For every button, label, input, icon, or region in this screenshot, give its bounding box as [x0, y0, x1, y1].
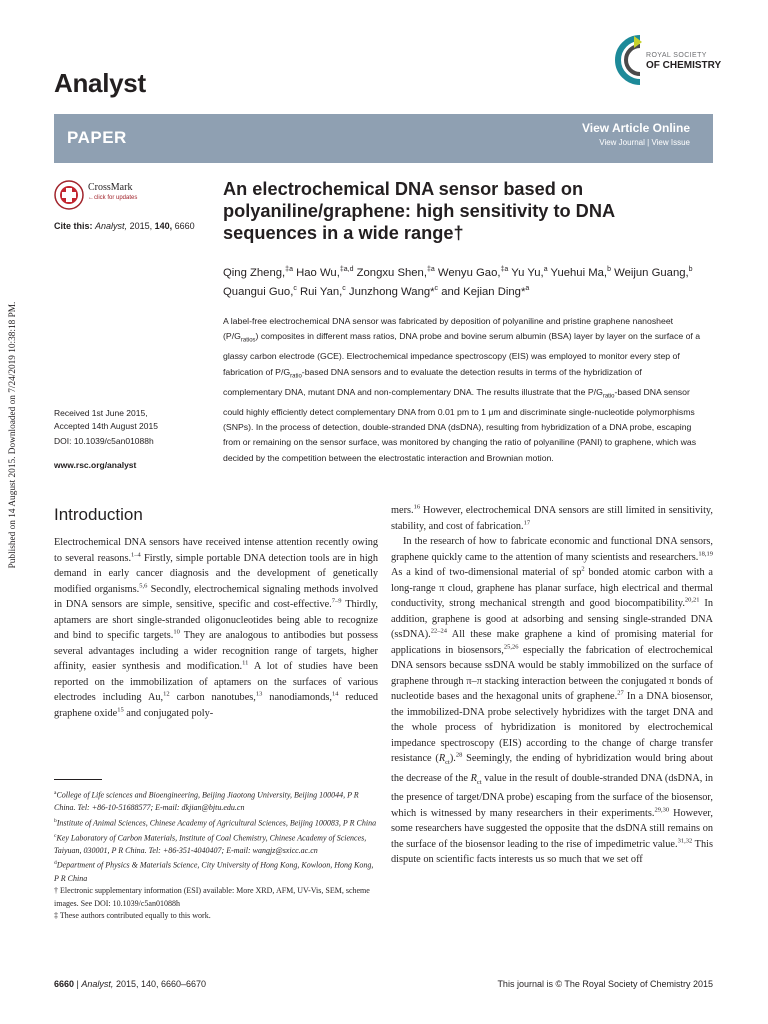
- cite-this: Cite this: Analyst, 2015, 140, 6660: [54, 221, 195, 231]
- author: Yu Yu,$^a$: [511, 266, 548, 279]
- citation-ref[interactable]: 29,30: [654, 806, 670, 814]
- citation-ref[interactable]: 18,19: [698, 550, 713, 558]
- rsc-line1: ROYAL SOCIETY: [646, 52, 707, 59]
- download-stamp: Published on 14 August 2015. Downloaded on 7/24/2019 10:38:18 PM.: [8, 301, 18, 569]
- body-column-right: [391, 503, 713, 868]
- link-separator: |: [647, 138, 650, 147]
- page-footer-right: This journal is © The Royal Society of Chemistry 2015: [497, 979, 713, 989]
- article-title: An electrochemical DNA sensor based on polyaniline/graphene: high sensitivity to DNA sequences in a wide range†: [223, 179, 615, 243]
- crossmark-icon: [54, 180, 84, 210]
- citation-ref[interactable]: 11: [242, 659, 249, 667]
- citation-ref[interactable]: 14: [331, 690, 339, 698]
- article-type-band: [54, 114, 713, 163]
- rsc-line2: OF CHEMISTRY: [646, 60, 722, 71]
- author: Hao Wu,$^{\ddagger a,d}$: [296, 266, 354, 279]
- article-history: [54, 407, 158, 471]
- rsc-logo[interactable]: [612, 32, 722, 88]
- citation-ref[interactable]: 12: [163, 690, 170, 698]
- paragraph: Electrochemical DNA sensors have received intense attention recently owing to several reasons.$^{1-4}$ Firstly, simple portable DNA detection tools are in high demand in early cancer diagnosis and the development of genetically modified organisms.$^{5,6}$ Secondly, electrochemical signaling methods involved in DNA sensors are simple, sensitive, specific and cost-effective.$^{7-9}$ Thirdly, aptamers are short single-stranded oligonucleotides being able to recognize and bind to specific targets.$^{10}$ They are analogous to antibodies but possess several advantages including a wider recognition range of targets, higher affinity, easier synthesis and modification.$^{11}$ A lot of studies have been reported on the immobilization of aptamers on the surfaces of various electrodes including Au,$^{12}$ carbon nanotubes,$^{13}$ nanodiamonds,$^{14}$ reduced graphene oxide$^{15}$ and conjugated poly-: [54, 537, 379, 719]
- footnote: $^c$Key Laboratory of Carbon Materials, Institute of Coal Chemistry, Chinese Academy of Sciences, Taiyuan, 030001, P R China. Tel: +86-351-4040407; E-mail: wangjz@sxicc.ac.cn: [54, 832, 367, 855]
- view-journal-link[interactable]: View Journal: [599, 138, 645, 147]
- paragraph: mers.$^{16}$ However, electrochemical DNA sensors are still limited in sensitivity, stability, and cost of fabrication.$^{17}$: [391, 503, 713, 532]
- author: Qing Zheng,$^{\ddagger a}$: [223, 266, 293, 279]
- citation-ref[interactable]: 27: [617, 689, 624, 697]
- view-article-online-link[interactable]: View Article Online: [581, 121, 690, 135]
- citation-ref[interactable]: 2: [581, 565, 585, 573]
- citation-ref[interactable]: 13: [255, 690, 263, 698]
- citation-ref[interactable]: 7–9: [331, 597, 342, 605]
- citation-ref[interactable]: 31,32: [677, 837, 693, 845]
- paragraph: In the research of how to fabricate economic and functional DNA sensors, graphene quickly came to the attention of many scientists and researchers.$^{18,19}$ As a kind of two-dimensional material of $sp^2$ bonded atomic carbon with a long-range π cloud, graphene has planar surface, high electrical and thermal conductivity, strong mechanical strength and good biocompatibility.$^{20,21}$ In addition, graphene is good at adsorbing and sensing single-stranded DNA (ssDNA).$^{22-24}$ All these make graphene a kind of promising material for applications in biosensors,$^{25,26}$ especially the fabrication of electrochemical DNA sensors because ssDNA would be stably immobilized on the surface of graphene through π–π stacking interaction between the conjugated π bonds of nucleotide bases and the hexagonal units of graphene.$^{27}$ In a DNA biosensor, the immobilized-DNA probe selectively hybridizes with the target DNA and the whole process of hybridization is monitored by electrochemical impedance spectroscopy (EIS) according to the change of charge transfer resistance $(R_{ct}).^{28}$ Seemingly, the ending of hybridization would bring about the decrease of the $R_{ct}$ value in the result of double-stranded DNA (dsDNA, in the presence of target/DNA probe) escaping from the surface of the biosensor, which is witnessed by many researchers in their experiments.$^{29,30}$ However, some researchers have suggested the opposite that the dsDNA still remains on the surface of the biosensor leading to the rise of impedimetric value.$^{31,32}$ This dispute on scientific facts interests us so much that we set off: [391, 536, 713, 866]
- journal-url[interactable]: www.rsc.org/analyst: [54, 459, 137, 470]
- author: Rui Yan,$^c$: [299, 284, 346, 298]
- received-date: Received 1st June 2015,: [54, 408, 148, 418]
- article-type-label: PAPER: [67, 128, 127, 147]
- citation-ref[interactable]: 15: [117, 706, 124, 714]
- citation-ref[interactable]: 22–24: [430, 627, 448, 635]
- crossmark-label: CrossMark: [88, 182, 133, 193]
- citation-ref[interactable]: 20,21: [684, 596, 700, 604]
- journal-links: [599, 138, 690, 147]
- citation-ref[interactable]: 10: [173, 628, 180, 636]
- citation-ref[interactable]: 28: [455, 751, 463, 759]
- view-issue-link[interactable]: View Issue: [651, 138, 690, 147]
- footnote: † Electronic supplementary information (ESI) available: More XRD, AFM, UV-Vis, SEM, scheme images. See DOI: 10.1039/c5an01088h: [54, 886, 370, 908]
- footnotes: [54, 787, 379, 923]
- citation-ref[interactable]: 17: [523, 519, 531, 527]
- citation-ref[interactable]: 1–4: [131, 551, 141, 559]
- footnote-rule: [54, 779, 102, 780]
- rsc-emblem-icon: [612, 32, 644, 88]
- author: Zongxu Shen,$^{\ddagger a}$: [356, 266, 435, 279]
- author-list: [223, 262, 693, 300]
- citation-ref[interactable]: 5,6: [139, 582, 148, 590]
- author: and Kejian Ding*$^a$: [441, 284, 530, 298]
- doi[interactable]: DOI: 10.1039/c5an01088h: [54, 436, 154, 446]
- author: Quangui Guo,$^c$: [223, 284, 297, 298]
- section-heading-introduction: Introduction: [54, 505, 143, 524]
- abstract: A label-free electrochemical DNA sensor was fabricated by deposition of polyaniline and pristine graphene nanosheet $(P/G_{ratios})$ composites in different mass ratios, DNA probe and bovine serum albumin (BSA) layer by layer on the surface of a glassy carbon electrode (GCE). Electrochemical impedance spectroscopy (EIS) was employed to monitor every step of fabrication of $P/G_{ratio}$-based DNA sensors and to evaluate the detection results in terms of the hybridization of complementary DNA, mutant DNA and non-complementary DNA. The results illustrate that the $P/G_{ratio}$-based DNA sensor could highly efficiently detect complementary DNA from 0.01 pm to 1 μm and discriminate single-nucleotide polymorphisms (SNPs). In the process of detection, double-stranded DNA (dsDNA), resulting from hybridization of a DNA probe, escaping from or remaining on the sensor surface, was monitored by changing the ratio of polyaniline (PANI) to graphene, which was decided by the competition between the electrostatic interaction and Brownian motion.: [223, 316, 701, 463]
- author: Weijun Guang,$^b$: [614, 266, 693, 279]
- footnote: $^a$College of Life sciences and Bioengineering, Beijing Jiaotong University, Beijing 100044, P R China. Tel: +86-10-51688577; E-mail: dkjian@bjtu.edu.cn: [54, 790, 359, 813]
- page-footer-left: 6660 | Analyst, 2015, 140, 6660–6670: [54, 979, 207, 989]
- journal-title: Analyst: [54, 68, 146, 98]
- footnote: $^b$Institute of Animal Sciences, Chinese Academy of Agricultural Sciences, Beijing 100083, P R China: [54, 817, 377, 828]
- crossmark-badge[interactable]: [54, 178, 154, 212]
- author: Wenyu Gao,$^{\ddagger a}$: [437, 266, 509, 279]
- footnote: ‡ These authors contributed equally to this work.: [54, 911, 211, 921]
- citation-ref[interactable]: 25,26: [503, 643, 519, 651]
- accepted-date: Accepted 14th August 2015: [54, 420, 158, 431]
- citation-ref[interactable]: 16: [413, 503, 421, 511]
- author: Junzhong Wang*$^c$: [348, 284, 439, 298]
- footnote: $^d$Department of Physics & Materials Science, City University of Hong Kong, Kowloon, Hong Kong, P R China: [54, 860, 374, 883]
- author: Yuehui Ma,$^b$: [550, 266, 611, 279]
- body-column-left: [54, 535, 378, 721]
- crossmark-sub: ←click for updates: [88, 195, 138, 201]
